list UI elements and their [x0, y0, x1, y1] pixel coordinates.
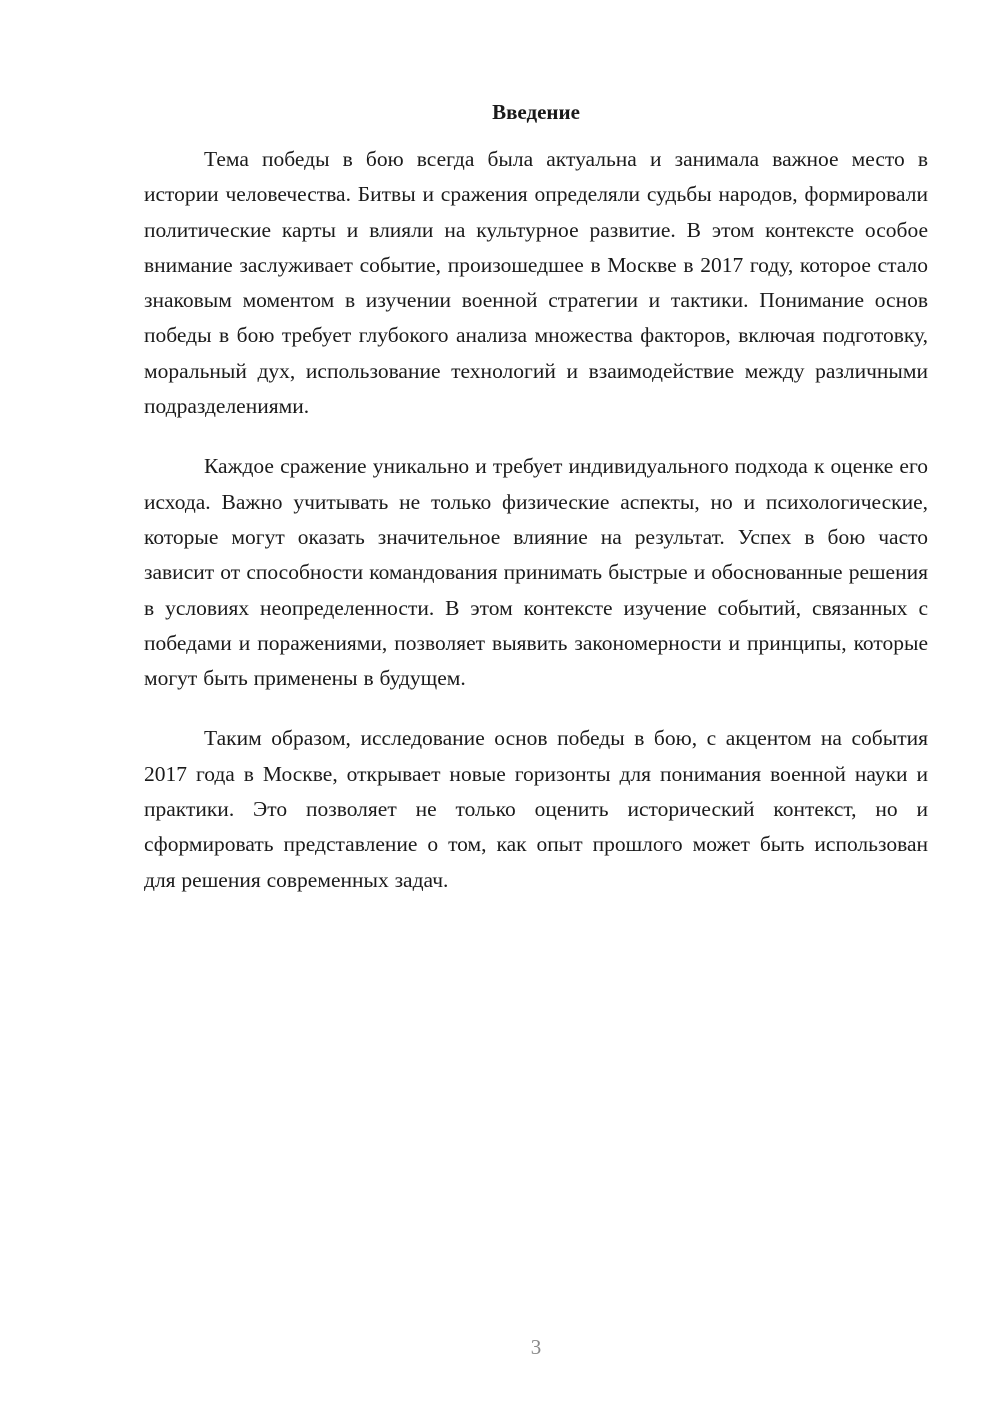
- section-heading: Введение: [492, 100, 580, 124]
- paragraph-1: Тема победы в бою всегда была актуальна и занимала важное место в истории человечества. Битвы и сражения определяли судьбы народов, формировали политические карты и влияли на культурное развитие. В этом контексте особое внимание заслуживает событие, произошедшее в Москве в 2017 году, которое стало знаковым моментом в изучении военной стратегии и тактики. Понимание основ победы в бою требует глубокого анализа множества факторов, включая подготовку, моральный дух, использование технологий и взаимодействие между различными подразделениями.: [144, 147, 928, 419]
- body-text: [144, 142, 928, 898]
- paragraph-2: Каждое сражение уникально и требует индивидуального подхода к оценке его исхода. Важно учитывать не только физические аспекты, но и психологические, которые могут оказать значительное влияние на результат. Успех в бою часто зависит от способности командования принимать быстрые и обоснованные решения в условиях неопределенности. В этом контексте изучение событий, связанных с победами и поражениями, позволяет выявить закономерности и принципы, которые могут быть применены в будущем.: [144, 454, 928, 691]
- paragraph-3: Таким образом, исследование основ победы в бою, с акцентом на события 2017 года в Москве, открывает новые горизонты для понимания военной науки и практики. Это позволяет не только оценить исторический контекст, но и сформировать представление о том, как опыт прошлого может быть использован для решения современных задач.: [144, 726, 928, 892]
- page-number: 3: [530, 1335, 542, 1359]
